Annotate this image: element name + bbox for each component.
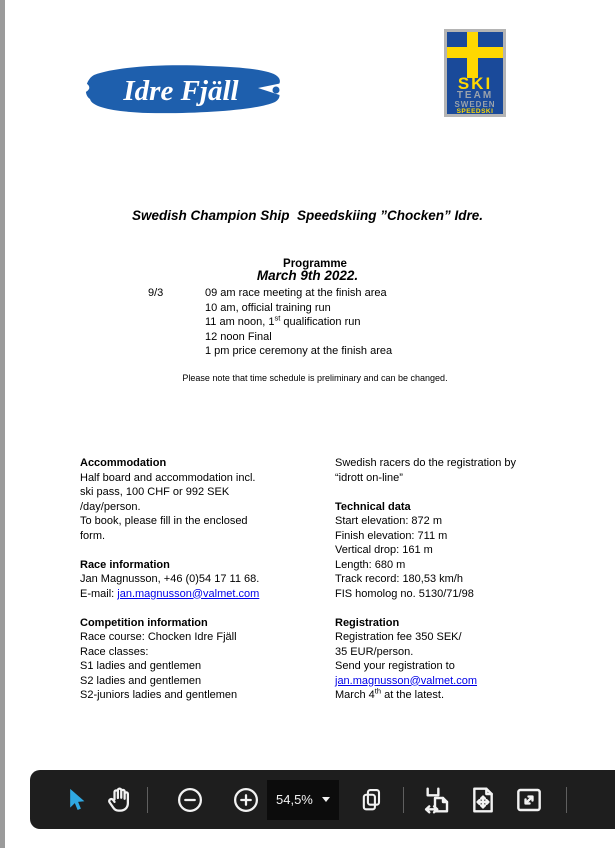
document-section bbox=[80, 456, 332, 543]
text-segment: Half board and accommodation incl. bbox=[80, 471, 256, 484]
ski-logo-word-ski: SKI bbox=[457, 74, 493, 93]
superscript-text: th bbox=[374, 686, 382, 696]
programme-date: 9/3 bbox=[148, 287, 164, 299]
email-link[interactable]: jan.magnusson@valmet.com bbox=[335, 674, 478, 687]
document-title bbox=[0, 166, 615, 306]
copy-pages-icon bbox=[358, 786, 386, 814]
text-line bbox=[205, 330, 392, 345]
zoom-out-icon bbox=[175, 785, 205, 815]
zoom-in-button[interactable] bbox=[229, 783, 263, 817]
email-link[interactable]: jan.magnusson@valmet.com bbox=[117, 587, 260, 600]
idre-logo-text: Idre Fjäll bbox=[123, 75, 239, 107]
chevron-down-icon bbox=[322, 797, 330, 802]
document-section bbox=[80, 558, 332, 602]
text-line bbox=[335, 456, 597, 471]
text-line bbox=[80, 587, 332, 602]
fullscreen-icon bbox=[513, 784, 545, 816]
text-segment: qualification run bbox=[280, 316, 361, 328]
text-segment: S2-juniors ladies and gentlemen bbox=[80, 689, 238, 701]
idre-fjall-logo bbox=[78, 61, 292, 119]
text-line bbox=[335, 645, 597, 660]
document-title-line2: March 9th 2022. bbox=[256, 268, 359, 283]
hand-tool-button[interactable] bbox=[103, 783, 137, 817]
text-line bbox=[205, 301, 392, 316]
text-segment: /day/person. bbox=[80, 500, 141, 513]
fit-width-button[interactable] bbox=[419, 783, 455, 817]
text-segment: Vertical drop: 161 m bbox=[335, 544, 433, 556]
select-tool-button[interactable] bbox=[59, 783, 93, 817]
toolbar-divider bbox=[566, 787, 567, 813]
text-line bbox=[205, 286, 392, 301]
fullscreen-button[interactable] bbox=[511, 783, 547, 817]
fit-page-button[interactable] bbox=[465, 783, 501, 817]
zoom-out-button[interactable] bbox=[173, 783, 207, 817]
text-segment: Send your registration to bbox=[335, 660, 455, 672]
section-heading: Accommodation bbox=[80, 457, 167, 469]
text-segment: 12 noon Final bbox=[205, 330, 272, 343]
section-heading: Race information bbox=[80, 558, 170, 571]
right-column bbox=[335, 456, 597, 717]
zoom-level-dropdown[interactable] bbox=[267, 780, 339, 820]
text-segment: 10 am, official training run bbox=[205, 301, 331, 314]
text-segment: 1 pm price ceremony at the finish area bbox=[205, 345, 393, 357]
text-segment: Race classes: bbox=[80, 645, 149, 658]
text-segment: Length: 680 m bbox=[335, 558, 406, 571]
text-segment: S1 ladies and gentlemen bbox=[80, 660, 202, 672]
zoom-level-value: 54,5% bbox=[276, 792, 313, 807]
text-segment: “idrott on-line” bbox=[335, 471, 403, 484]
text-line bbox=[80, 514, 332, 529]
text-segment: Start elevation: 872 m bbox=[335, 515, 443, 527]
text-segment: S2 ladies and gentlemen bbox=[80, 674, 202, 687]
text-segment: Track record: 180,53 km/h bbox=[335, 573, 463, 585]
superscript-text: st bbox=[274, 313, 281, 323]
text-line bbox=[205, 344, 392, 359]
swedish-flag-cross-horizontal bbox=[447, 47, 503, 58]
pdf-toolbar bbox=[30, 770, 615, 829]
document-section bbox=[335, 616, 597, 703]
text-line bbox=[80, 529, 332, 544]
ski-logo-word-team: TEAM bbox=[456, 90, 494, 101]
text-segment: Race course: Chocken Idre Fjäll bbox=[80, 631, 237, 643]
text-line bbox=[80, 500, 332, 515]
text-line bbox=[335, 471, 597, 486]
presentation-button[interactable] bbox=[611, 783, 615, 817]
programme-note: Please note that time schedule is preliminary and can be changed. bbox=[182, 373, 448, 383]
text-line bbox=[80, 630, 332, 645]
text-line bbox=[80, 471, 332, 486]
programme-schedule bbox=[148, 286, 392, 359]
section-heading: Registration bbox=[335, 616, 400, 629]
ski-team-sweden-logo bbox=[444, 29, 506, 117]
ski-logo-word-speedski: SPEEDSKI bbox=[456, 108, 494, 115]
left-column bbox=[80, 456, 332, 717]
programme-items bbox=[205, 286, 392, 359]
document-section bbox=[335, 500, 597, 602]
text-segment: 35 EUR/person. bbox=[335, 645, 414, 658]
text-line bbox=[80, 645, 332, 660]
text-segment: To book, please fill in the enclosed bbox=[80, 515, 248, 527]
ski-logo-word-sweden: SWEDEN bbox=[454, 100, 496, 109]
text-segment: 11 am noon, 1 bbox=[205, 316, 275, 328]
text-line bbox=[80, 674, 332, 689]
text-segment: Swedish racers do the registration by bbox=[335, 457, 516, 469]
fit-page-icon bbox=[467, 784, 499, 816]
section-heading: Technical data bbox=[335, 500, 411, 513]
text-segment: Jan Magnusson, +46 (0)54 17 11 68. bbox=[80, 573, 260, 585]
text-segment: FIS homolog no. 5130/71/98 bbox=[335, 587, 474, 600]
section-heading: Competition information bbox=[80, 616, 208, 629]
text-segment: Finish elevation: 711 m bbox=[335, 529, 448, 542]
document-section bbox=[335, 456, 597, 485]
text-line bbox=[335, 558, 597, 573]
text-segment: E-mail: bbox=[80, 587, 118, 600]
page-thumbnails-button[interactable] bbox=[355, 783, 389, 817]
text-line bbox=[335, 514, 597, 529]
document-section bbox=[80, 616, 332, 703]
pointer-icon bbox=[62, 786, 90, 814]
toolbar-divider bbox=[403, 787, 404, 813]
text-line bbox=[80, 659, 332, 674]
text-line bbox=[335, 659, 597, 674]
fit-width-icon bbox=[421, 784, 453, 816]
text-segment: form. bbox=[80, 529, 106, 542]
text-line bbox=[335, 572, 597, 587]
text-line bbox=[335, 587, 597, 602]
text-segment: ski pass, 100 CHF or 992 SEK bbox=[80, 486, 230, 498]
text-line bbox=[335, 630, 597, 645]
text-segment: 09 am race meeting at the finish area bbox=[205, 287, 387, 299]
text-segment: March 4 bbox=[335, 689, 375, 701]
toolbar-divider bbox=[147, 787, 148, 813]
text-line bbox=[80, 485, 332, 500]
zoom-in-icon bbox=[231, 785, 261, 815]
text-line bbox=[335, 688, 597, 703]
text-segment: Registration fee 350 SEK/ bbox=[335, 631, 462, 643]
text-line bbox=[80, 572, 332, 587]
programme-heading: Programme bbox=[283, 258, 347, 270]
text-segment: at the latest. bbox=[381, 689, 444, 701]
window-left-border bbox=[0, 0, 5, 848]
text-line bbox=[335, 543, 597, 558]
document-title-line1: Swedish Champion Ship Speedskiing ”Chocken” Idre. bbox=[131, 208, 484, 223]
text-line bbox=[335, 529, 597, 544]
text-line bbox=[80, 688, 332, 703]
text-line bbox=[205, 315, 392, 330]
hand-icon bbox=[105, 785, 135, 815]
